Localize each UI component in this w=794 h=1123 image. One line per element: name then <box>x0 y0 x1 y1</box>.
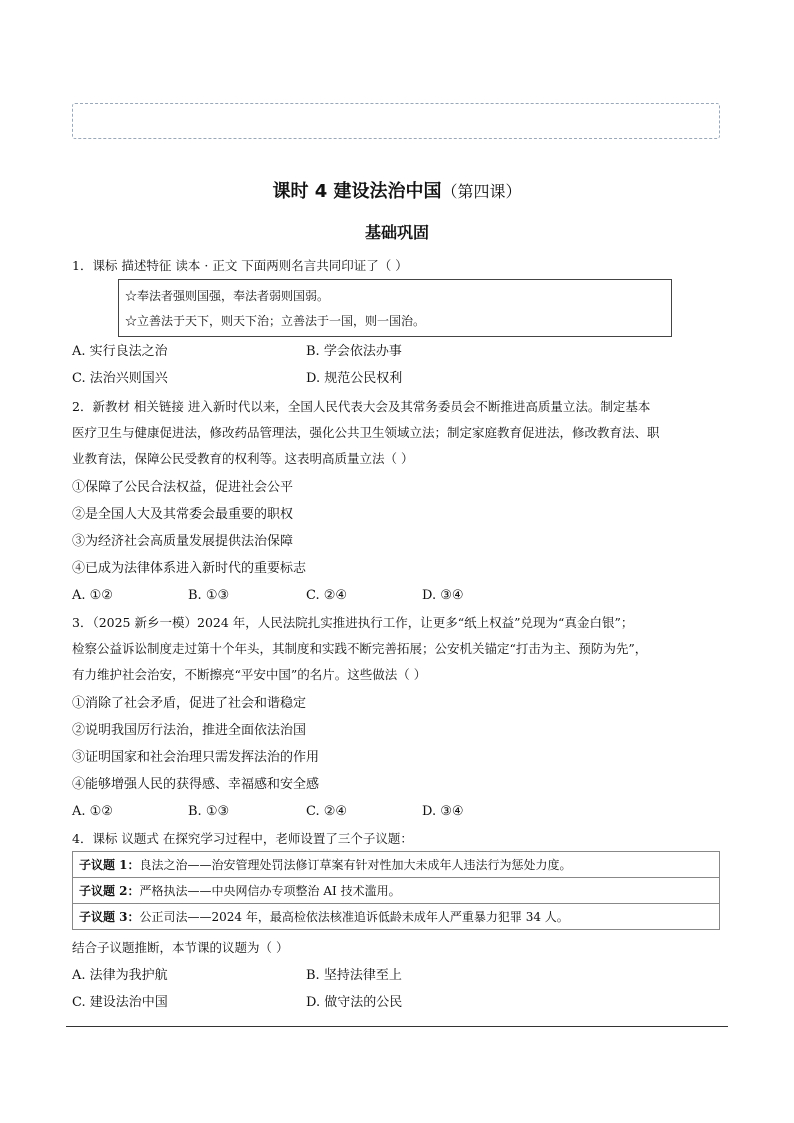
subtopic-text: 严格执法——中央网信办专项整治 AI 技术滥用。 <box>139 884 401 898</box>
q2-item-2: ②是全国人大及其常委会最重要的职权 <box>72 507 294 522</box>
q3-item-2: ②说明我国厉行法治，推进全面依法治国 <box>72 723 307 738</box>
q1-quote-box <box>118 279 672 337</box>
q3-item-1: ①消除了社会矛盾，促进了社会和谐稳定 <box>72 696 307 711</box>
subtopic-text: 良法之治——治安管理处罚法修订草案有针对性加大未成年人违法行为惩处力度。 <box>139 858 572 872</box>
q3-stem-line-2: 检察公益诉讼制度走过第十个年头，其制度和实践不断完善拓展；公安机关锚定“打击为主、预防为先”， <box>72 641 648 656</box>
page-title <box>0 177 794 203</box>
q4-option-c[interactable]: C. 建设法治中国 <box>72 995 168 1010</box>
q3-option-c[interactable]: C. ②④ <box>306 804 348 819</box>
q3-stem-line-3: 有力维护社会治安，不断擦亮“平安中国”的名片。这些做法（ ） <box>72 667 427 682</box>
section-heading: 基础巩固 <box>364 223 429 242</box>
table-cell <box>73 904 720 930</box>
title-sub: （第四课） <box>441 182 522 201</box>
q3-item-4: ④能够增强人民的获得感、幸福感和安全感 <box>72 777 320 792</box>
q1-quote-2: ☆立善法于天下，则天下治；立善法于一国，则一国治。 <box>125 314 426 328</box>
footer-divider <box>66 1026 728 1027</box>
q4-stem: 4．课标 议题式 在探究学习过程中，老师设置了三个子议题： <box>72 831 413 846</box>
q3-stem <box>72 610 724 688</box>
q2-item-4: ④已成为法律体系进入新时代的重要标志 <box>72 561 307 576</box>
table-row <box>73 904 720 930</box>
q2-stem-line-2: 医疗卫生与健康促进法，修改药品管理法，强化公共卫生领域立法；制定家庭教育促进法，修改教育法、职 <box>72 425 660 440</box>
q2-stem-line-1: 2．新教材 相关链接 进入新时代以来，全国人民代表大会及其常务委员会不断推进高质量立法。制定基本 <box>72 399 651 414</box>
title-main: 课时 4 建设法治中国 <box>272 181 442 202</box>
q4-follow: 结合子议题推断，本节课的议题为（ ） <box>72 940 289 955</box>
q1-option-b[interactable]: B. 学会依法办事 <box>306 344 402 359</box>
q3-item-3: ③证明国家和社会治理只需发挥法治的作用 <box>72 750 320 765</box>
table-row <box>73 852 720 878</box>
table-cell <box>73 852 720 878</box>
q2-option-d[interactable]: D. ③④ <box>422 588 464 603</box>
q2-stem-line-3: 业教育法，保障公民受教育的权利等。这表明高质量立法（ ） <box>72 451 414 466</box>
q2-stem <box>72 394 724 472</box>
q1-option-a[interactable]: A. 实行良法之治 <box>72 344 168 359</box>
subtopic-label: 子议题 1： <box>79 858 140 872</box>
q3-option-a[interactable]: A. ①② <box>72 804 113 819</box>
header-placeholder-box <box>72 103 720 139</box>
q2-option-a[interactable]: A. ①② <box>72 588 113 603</box>
q4-option-b[interactable]: B. 坚持法律至上 <box>306 968 402 983</box>
q1-stem: 1．课标 描述特征 读本 · 正文 下面两则名言共同印证了（ ） <box>72 258 408 273</box>
q4-subtopic-table <box>72 851 720 930</box>
q1-quote-1: ☆奉法者强则国强，奉法者弱则国弱。 <box>125 289 330 303</box>
q3-stem-line-1: 3．（2025 新乡一模）2024 年，人民法院扎实推进执行工作，让更多“纸上权益”兑现为“真金白银”； <box>72 615 634 630</box>
q1-option-d[interactable]: D. 规范公民权利 <box>306 371 403 386</box>
q3-option-b[interactable]: B. ①③ <box>188 804 230 819</box>
subtopic-label: 子议题 3： <box>79 910 140 924</box>
q3-option-d[interactable]: D. ③④ <box>422 804 464 819</box>
q2-option-c[interactable]: C. ②④ <box>306 588 348 603</box>
subtopic-label: 子议题 2： <box>79 884 140 898</box>
q2-item-1: ①保障了公民合法权益，促进社会公平 <box>72 480 294 495</box>
q1-option-c[interactable]: C. 法治兴则国兴 <box>72 371 168 386</box>
q2-item-3: ③为经济社会高质量发展提供法治保障 <box>72 534 294 549</box>
subtopic-text: 公正司法——2024 年，最高检依法核准追诉低龄未成年人严重暴力犯罪 34 人。 <box>139 910 569 924</box>
table-cell <box>73 878 720 904</box>
q4-option-d[interactable]: D. 做守法的公民 <box>306 995 403 1010</box>
table-row <box>73 878 720 904</box>
q4-option-a[interactable]: A. 法律为我护航 <box>72 968 168 983</box>
q2-option-b[interactable]: B. ①③ <box>188 588 230 603</box>
